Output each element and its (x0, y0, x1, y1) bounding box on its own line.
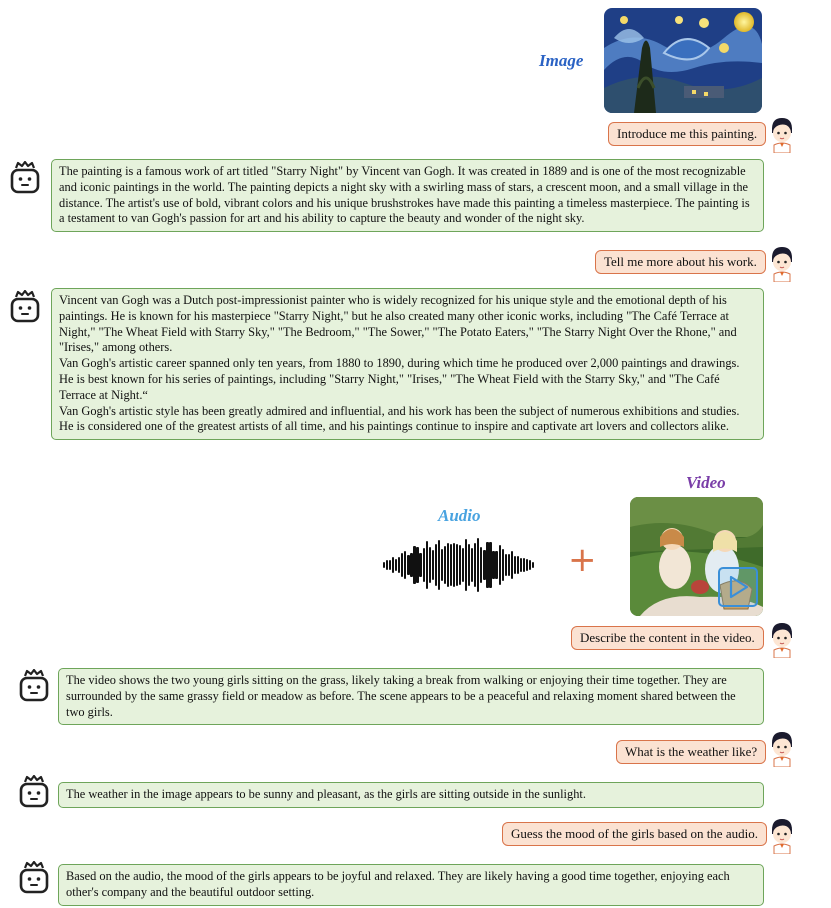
waveform-bar (416, 547, 418, 583)
boy-avatar-icon (768, 117, 796, 153)
waveform-bar (532, 562, 534, 568)
user-message-2: Tell me more about his work. (595, 250, 766, 274)
waveform-bar (392, 557, 394, 574)
assistant-paragraph: Vincent van Gogh was a Dutch post-impressionist painter who is widely recognized for his unique style and the emotional depth of his paintings. He is known for his masterpiece "Starry Night," but he also created many other iconic works, including "The Café Terrace at Night," "The Wheat Field with Starry Sky," "The Bedroom," "The Sower," "The Potato Eaters," "The Starry Night Over the Rhone," and "Irises," among others. (59, 293, 737, 355)
waveform-bar (474, 543, 476, 587)
waveform-bar (520, 558, 522, 572)
assistant-paragraph: The painting is a famous work of art titled "Starry Night" by Vincent van Gogh. It was created in 1889 and is one of the most recognizable and iconic paintings in the world. The painting depicts a night sky with a swirling mass of stars, a crescent moon, and a small village in the distance. The artist's use of bold, vibrant colors and his unique brushstrokes have made this painting a timeless masterpiece. The painting is a testament to van Gogh's passion for art and his ability to capture the beauty and wonder of the night sky. (59, 164, 750, 226)
assistant-message-4 (58, 782, 764, 808)
image-label: Image (539, 51, 584, 70)
waveform-bar (502, 549, 504, 581)
waveform-bar (429, 547, 431, 584)
user-message-4: What is the weather like? (616, 740, 766, 764)
waveform-bar (426, 541, 428, 589)
assistant-paragraph: The video shows the two young girls sitting on the grass, likely taking a break from walking or enjoying their time together. They are surrounded by the same grassy field or meadow as before. The scene appears to be a peaceful and relaxing moment shared between the two girls. (66, 673, 736, 719)
waveform-bar (413, 546, 415, 584)
boy-avatar-icon (768, 246, 796, 282)
waveform-bar (471, 548, 473, 583)
robot-icon (18, 861, 50, 895)
waveform-bar (447, 543, 449, 587)
waveform-bar (499, 545, 501, 584)
assistant-paragraph: Van Gogh's artistic career spanned only ten years, from 1880 to 1890, during which time he produced over 2,000 paintings and drawings. He is best known for his series of paintings, including "Starry Night," "Irises," "The Wheat Field with the Starry Sky," and "The Café Terrace at Night.“ (59, 356, 740, 402)
waveform-bar (529, 560, 531, 571)
waveform-bar (441, 549, 443, 580)
waveform-bar (517, 556, 519, 575)
user-message-3: Describe the content in the video. (571, 626, 764, 650)
waveform-bar (480, 547, 482, 583)
waveform-bar (423, 548, 425, 582)
waveform-bar (386, 560, 388, 570)
waveform-bar (383, 562, 385, 567)
assistant-paragraph: Based on the audio, the mood of the girls appears to be joyful and relaxed. They are likely having a good time together, enjoying each other's company and the beautiful outdoor setting. (66, 869, 730, 899)
waveform-bar (419, 553, 421, 578)
waveform-bar (459, 545, 461, 586)
waveform-bar (401, 553, 403, 577)
waveform-bar (389, 560, 391, 571)
waveform-bar (395, 559, 397, 572)
video-thumbnail[interactable] (630, 497, 763, 616)
robot-icon (9, 290, 41, 324)
waveform-bar (435, 544, 437, 586)
waveform-bar (483, 550, 485, 580)
assistant-paragraph: The weather in the image appears to be sunny and pleasant, as the girls are sitting outside in the sunlight. (66, 787, 586, 801)
play-icon[interactable] (718, 567, 758, 607)
waveform-bar (514, 556, 516, 573)
user-message-1: Introduce me this painting. (608, 122, 766, 146)
waveform-bar (453, 543, 455, 587)
waveform-bar (489, 542, 491, 588)
starry-night-thumbnail[interactable] (604, 8, 762, 113)
assistant-message-5 (58, 864, 764, 906)
waveform-bar (511, 551, 513, 579)
waveform-bar (477, 538, 479, 592)
assistant-message-3 (58, 668, 764, 725)
waveform-bar (492, 551, 494, 579)
waveform-bar (407, 555, 409, 575)
waveform-bar (495, 551, 497, 579)
waveform-bar (398, 557, 400, 572)
boy-avatar-icon (768, 622, 796, 658)
waveform-bar (404, 551, 406, 579)
waveform-bar (410, 553, 412, 577)
waveform-bar (432, 550, 434, 581)
waveform-bar (462, 548, 464, 583)
waveform-bar (523, 558, 525, 572)
waveform-bar (486, 542, 488, 588)
waveform-bar (456, 544, 458, 585)
robot-icon (18, 775, 50, 809)
plus-sign: + (568, 540, 597, 580)
audio-label: Audio (438, 506, 481, 525)
waveform-bar (526, 559, 528, 570)
video-label: Video (686, 473, 726, 492)
assistant-message-2 (51, 288, 764, 440)
waveform-bar (465, 539, 467, 592)
waveform-bar (438, 540, 440, 589)
robot-icon (18, 669, 50, 703)
user-message-5: Guess the mood of the girls based on the audio. (502, 822, 767, 846)
boy-avatar-icon (768, 731, 796, 767)
waveform-bar (508, 554, 510, 576)
waveform-bar (505, 554, 507, 577)
assistant-paragraph: Van Gogh's artistic style has been greatly admired and influential, and his work has been the subject of numerous exhibitions and studies. He is considered one of the greatest artists of all time, and his paintings continue to inspire and captivate art lovers and collectors alike. (59, 403, 740, 434)
audio-waveform-icon (383, 532, 535, 598)
assistant-message-1 (51, 159, 764, 232)
boy-avatar-icon (768, 818, 796, 854)
waveform-bar (468, 544, 470, 585)
waveform-bar (450, 544, 452, 586)
waveform-bar (444, 546, 446, 583)
robot-icon (9, 161, 41, 195)
